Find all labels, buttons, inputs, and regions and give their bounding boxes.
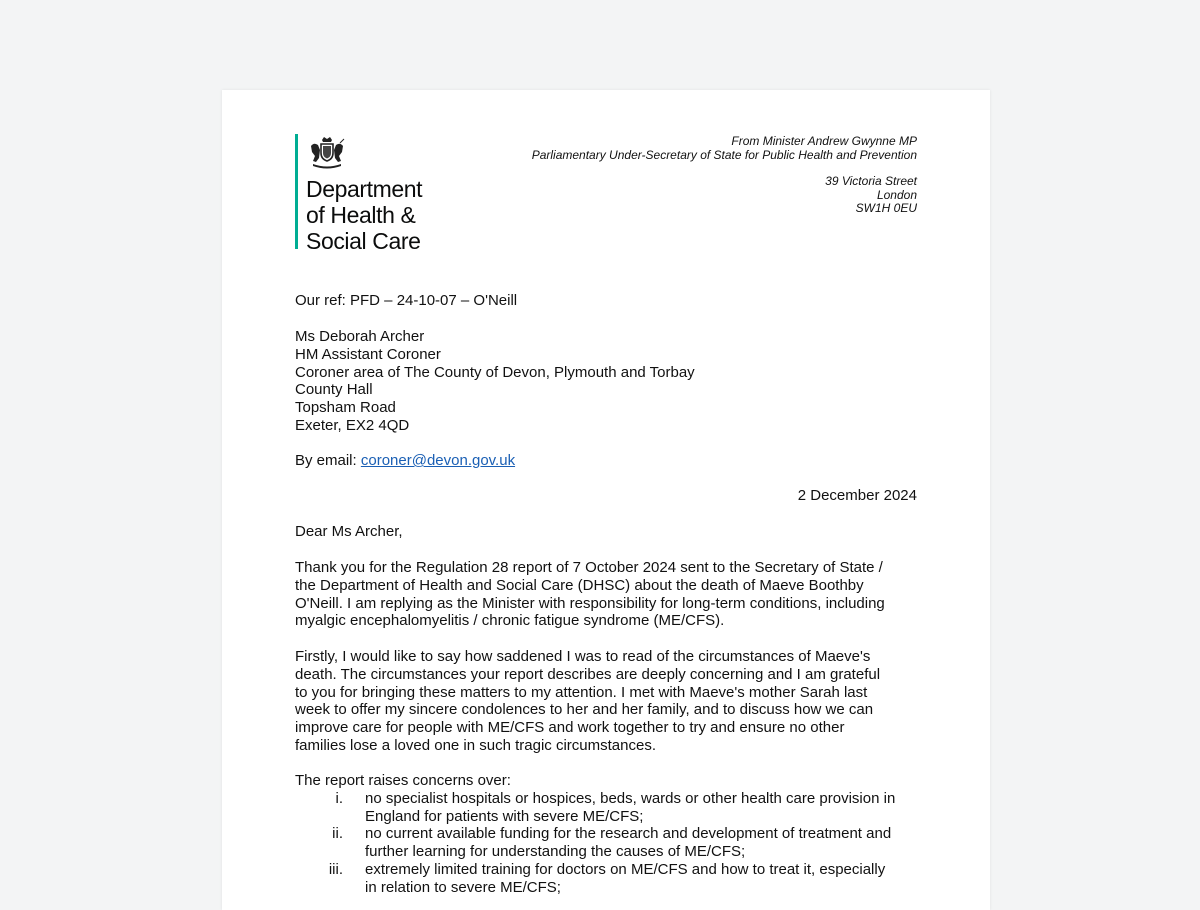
paragraph-line: week to offer my sincere condolences to her and her family, and to discuss how we can bbox=[295, 701, 874, 719]
recipient-line: HM Assistant Coroner bbox=[295, 345, 441, 363]
list-number: ii. bbox=[332, 825, 343, 843]
list-number: i. bbox=[335, 789, 343, 807]
sender-name: From Minister Andrew Gwynne MP bbox=[731, 134, 917, 148]
royal-coat-of-arms-icon bbox=[307, 136, 347, 170]
sender-address bbox=[825, 175, 917, 216]
list-item bbox=[295, 861, 925, 897]
paragraph-line: death. The circumstances your report describes are deeply concerning and I am grateful bbox=[295, 665, 881, 683]
list-line: England for patients with severe ME/CFS; bbox=[365, 807, 644, 825]
address-street: 39 Victoria Street bbox=[825, 174, 917, 188]
salutation bbox=[295, 523, 925, 541]
sender-title: Parliamentary Under-Secretary of State for Public Health and Prevention bbox=[531, 147, 917, 162]
paragraph-2 bbox=[295, 648, 925, 755]
sender-block bbox=[532, 135, 917, 162]
paragraph-line: to you for bringing these matters to my attention. I met with Maeve's mother Sarah last bbox=[295, 683, 868, 701]
paragraph-line: the Department of Health and Social Care (DHSC) about the death of Maeve Boothby bbox=[295, 576, 864, 594]
recipient-line: County Hall bbox=[295, 381, 373, 399]
recipient-line: Coroner area of The County of Devon, Plymouth and Torbay bbox=[295, 363, 695, 381]
logo-line: Department bbox=[306, 176, 423, 202]
paragraph-1 bbox=[295, 559, 925, 630]
dhsc-logo bbox=[295, 134, 455, 254]
recipient-line: Topsham Road bbox=[295, 399, 396, 417]
email-link[interactable]: coroner@devon.gov.uk bbox=[360, 452, 516, 469]
reference-line bbox=[295, 292, 925, 310]
address-city: London bbox=[876, 187, 917, 202]
paragraph-line: families lose a loved one in such tragic circumstances. bbox=[295, 736, 656, 754]
list-line: in relation to severe ME/CFS; bbox=[365, 878, 561, 896]
paragraph-line: myalgic encephalomyelitis / chronic fatigue syndrome (ME/CFS). bbox=[295, 612, 725, 630]
email-prefix: By email: bbox=[295, 452, 361, 469]
logo-wordmark bbox=[306, 176, 422, 254]
address-postcode: SW1H 0EU bbox=[855, 201, 917, 215]
list-item bbox=[295, 790, 925, 826]
list-line: further learning for understanding the causes of ME/CFS; bbox=[365, 843, 746, 861]
salutation-text: Dear Ms Archer, bbox=[295, 523, 403, 540]
logo-line: Social Care bbox=[306, 228, 421, 254]
list-number: iii. bbox=[328, 860, 343, 878]
our-ref: Our ref: PFD – 24-10-07 – O'Neill bbox=[295, 292, 518, 309]
list-line: no specialist hospitals or hospices, beds, wards or other health care provision in bbox=[365, 789, 896, 807]
paragraph-line: improve care for people with ME/CFS and work together to try and ensure no other bbox=[295, 719, 845, 737]
email-line bbox=[295, 452, 925, 470]
paragraph-line: O'Neill. I am replying as the Minister with responsibility for long-term conditions, including bbox=[295, 594, 885, 612]
concerns-intro: The report raises concerns over: bbox=[295, 772, 511, 789]
recipient-line: Exeter, EX2 4QD bbox=[295, 416, 410, 434]
paragraph-line: Thank you for the Regulation 28 report of 7 October 2024 sent to the Secretary of State / bbox=[295, 559, 883, 576]
list-line: extremely limited training for doctors on ME/CFS and how to treat it, especially bbox=[365, 860, 886, 878]
letter-page bbox=[222, 90, 990, 910]
logo-accent-bar bbox=[295, 134, 298, 249]
paragraph-line: Firstly, I would like to say how saddened I was to read of the circumstances of Maeve's bbox=[295, 648, 871, 665]
concerns-section bbox=[295, 772, 925, 897]
recipient-line: Ms Deborah Archer bbox=[295, 328, 425, 345]
letter-date: 2 December 2024 bbox=[797, 487, 917, 504]
recipient-address bbox=[295, 328, 925, 435]
list-line: no current available funding for the research and development of treatment and bbox=[365, 825, 892, 843]
list-item bbox=[295, 825, 925, 861]
logo-line: of Health & bbox=[306, 202, 416, 228]
